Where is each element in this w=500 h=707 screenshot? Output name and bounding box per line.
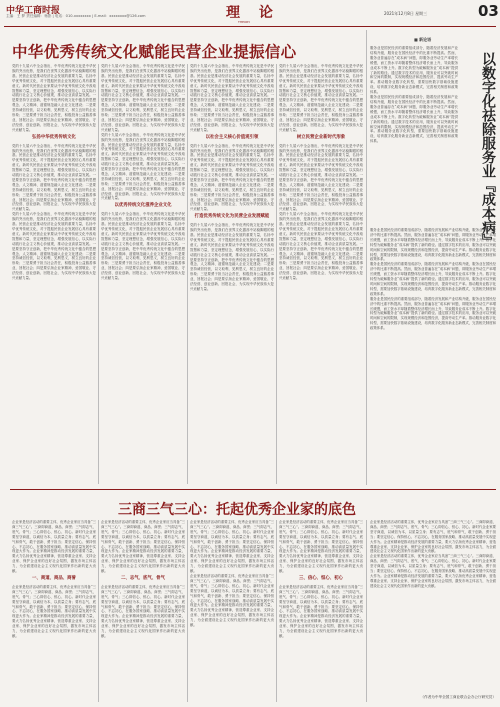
article1-body-4: 党的十九届六中全会指出，中华优秀传统文化是中华民族的突出优势，是我们在世界文化激荡中站稳脚跟的根基。民营企业是推动经济社会发展的重要力量，弘扬中华优秀传统文化，对于提振民营企业发展信心具有重要意义。新时代民营企业家要从中华优秀传统文化中汲取智慧和力量，坚定理想信念，增强发展信心，以实际行动践行社会主义核心价值观，推动企业高质量发展。一是要坚持守正创新，把中华优秀传统文化中蕴含的思想观念、人文精神、道德规范融入企业文化建设；二是要坚持诚信经营，以义取利，见利思义，树立良好的企业形象；三是要勇于担当社会责任，积极投身公益慈善事业，回报社会；四是要弘扬企业家精神，爱国敬业、守法经营、创业创新、回报社会，为实现中华民族伟大复兴贡献力量。: [279, 64, 363, 132]
article2-body-5b: 企业家是经济活动的重要主体，优秀企业家应当具备“三商三气三心”。三商即商道、商品、商誉；三气即志气、底气、骨气；三心即信心、恒心、初心。新时代企业家要坚守商道，以诚信为本，以质量立身；要有志气、底气和骨气，敢于创新、勇于担当；要坚定信心、保持恒心、不忘初心，在服务国家战略、推动高质量发展中实现更大作为。企业家精神是推动经济发展的重要力量，要大力弘扬优秀企业家精神，营造尊重企业家、支持企业家、保护企业家的良好社会氛围，激发市场主体活力，为全面建设社会主义现代化国家作出新的更大贡献。: [370, 554, 496, 588]
article1-body-3b: 党的十九届六中全会指出，中华优秀传统文化是中华民族的突出优势，是我们在世界文化激荡中站稳脚跟的根基。民营企业是推动经济社会发展的重要力量，弘扬中华优秀传统文化，对于提振民营企业发展信心具有重要意义。新时代民营企业家要从中华优秀传统文化中汲取智慧和力量，坚定理想信念，增强发展信心，以实际行动践行社会主义核心价值观，推动企业高质量发展。一是要坚持守正创新，把中华优秀传统文化中蕴含的思想观念、人文精神、道德规范融入企业文化建设；二是要坚持诚信经营，以义取利，见利思义，树立良好的企业形象；三是要勇于担当社会责任，积极投身公益慈善事业，回报社会；四是要弘扬企业家精神，爱国敬业、守法经营、创业创新、回报社会，为实现中华民族伟大复兴贡献力量。: [190, 143, 274, 212]
commentary-body-bottom: [370, 228, 496, 484]
article2-column-5: [370, 520, 496, 692]
article2-column-2: [101, 520, 185, 702]
article1-body-4c: 党的十九届六中全会指出，中华优秀传统文化是中华民族的突出优势，是我们在世界文化激荡中站稳脚跟的根基。民营企业是推动经济社会发展的重要力量，弘扬中华优秀传统文化，对于提振民营企业发展信心具有重要意义。新时代民营企业家要从中华优秀传统文化中汲取智慧和力量，坚定理想信念，增强发展信心，以实际行动践行社会主义核心价值观，推动企业高质量发展。一是要坚持守正创新，把中华优秀传统文化中蕴含的思想观念、人文精神、道德规范融入企业文化建设；二是要坚持诚信经营，以义取利，见利思义，树立良好的企业形象；三是要勇于担当社会责任，积极投身公益慈善事业，回报社会；四是要弘扬企业家精神，爱国敬业、守法经营、创业创新、回报社会，为实现中华民族伟大复兴贡献力量。: [279, 212, 363, 281]
column-divider: [187, 64, 188, 484]
article1-subhead-5: 树立民营企业新时代形象: [296, 134, 346, 140]
article2-body-4: 企业家是经济活动的重要主体，优秀企业家应当具备“三商三气三心”。三商即商道、商品、商誉；三气即志气、底气、骨气；三心即信心、恒心、初心。新时代企业家要坚守商道，以诚信为本，以质量立身；要有志气、底气和骨气，敢于创新、勇于担当；要坚定信心、保持恒心、不忘初心，在服务国家战略、推动高质量发展中实现更大作为。企业家精神是推动经济发展的重要力量，要大力弘扬优秀企业家精神，营造尊重企业家、支持企业家、保护企业家的良好社会氛围，激发市场主体活力，为全面建设社会主义现代化国家作出新的更大贡献。: [279, 520, 363, 574]
article2-body-3b: 企业家是经济活动的重要主体，优秀企业家应当具备“三商三气三心”。三商即商道、商品、商誉；三气即志气、底气、骨气；三心即信心、恒心、初心。新时代企业家要坚守商道，以诚信为本，以质量立身；要有志气、底气和骨气，敢于创新、勇于担当；要坚定信心、保持恒心、不忘初心，在服务国家战略、推动高质量发展中实现更大作为。企业家精神是推动经济发展的重要力量，要大力弘扬优秀企业家精神，营造尊重企业家、支持企业家、保护企业家的良好社会氛围，激发市场主体活力，为全面建设社会主义现代化国家作出新的更大贡献。: [190, 573, 274, 628]
commentary-body-2: 服务业是国民经济的重要组成部分，随着经济发展和产业结构升级，服务业在国民经济中的比重不断提高。然而，服务业普遍存在“成本病”问题，即服务业劳动生产率增长缓慢，而工资水平却随着整体经济增长而上升，导致服务业成本不断上升。数字化转型为破解服务业“成本病”提供了新的路径。通过数字技术的应用，服务业可以突破时间和空间的限制，实现规模经济和范围经济，提高劳动生产率。推动服务业数字化转型，需要加快数字基础设施建设，培育数字化服务新业态新模式，完善相关制度和政策体系。: [370, 228, 496, 262]
article1-column-2: [101, 64, 185, 484]
column-divider: [276, 64, 277, 484]
article1-body-1c: 党的十九届六中全会指出，中华优秀传统文化是中华民族的突出优势，是我们在世界文化激荡中站稳脚跟的根基。民营企业是推动经济社会发展的重要力量，弘扬中华优秀传统文化，对于提振民营企业发展信心具有重要意义。新时代民营企业家要从中华优秀传统文化中汲取智慧和力量，坚定理想信念，增强发展信心，以实际行动践行社会主义核心价值观，推动企业高质量发展。一是要坚持守正创新，把中华优秀传统文化中蕴含的思想观念、人文精神、道德规范融入企业文化建设；二是要坚持诚信经营，以义取利，见利思义，树立良好的企业形象；三是要勇于担当社会责任，积极投身公益慈善事业，回报社会；四是要弘扬企业家精神，爱国敬业、守法经营、创业创新、回报社会，为实现中华民族伟大复兴贡献力量。: [12, 212, 96, 281]
paper-meta: 主编：王 梦 责任编辑：杨影 | 电话：010-xxxxxxxx | E-mail：xxxxxxxx@126.com: [6, 14, 146, 18]
section-title: 理 论: [226, 5, 280, 21]
commentary-title: 以数字化祛除服务业『成本病』: [480, 52, 496, 248]
section-divider: [10, 489, 496, 490]
article1-column-3: [190, 64, 274, 484]
article2-subhead-1: 一、商道、商品、商誉: [32, 575, 76, 581]
article2-body-1b: 企业家是经济活动的重要主体，优秀企业家应当具备“三商三气三心”。三商即商道、商品、商誉；三气即志气、底气、骨气；三心即信心、恒心、初心。新时代企业家要坚守商道，以诚信为本，以质量立身；要有志气、底气和骨气，敢于创新、勇于担当；要坚定信心、保持恒心、不忘初心，在服务国家战略、推动高质量发展中实现更大作为。企业家精神是推动经济发展的重要力量，要大力弘扬优秀企业家精神，营造尊重企业家、支持企业家、保护企业家的良好社会氛围，激发市场主体活力，为全面建设社会主义现代化国家作出新的更大贡献。: [12, 584, 96, 638]
article1-body-3: 党的十九届六中全会指出，中华优秀传统文化是中华民族的突出优势，是我们在世界文化激荡中站稳脚跟的根基。民营企业是推动经济社会发展的重要力量，弘扬中华优秀传统文化，对于提振民营企业发展信心具有重要意义。新时代民营企业家要从中华优秀传统文化中汲取智慧和力量，坚定理想信念，增强发展信心，以实际行动践行社会主义核心价值观，推动企业高质量发展。一是要坚持守正创新，把中华优秀传统文化中蕴含的思想观念、人文精神、道德规范融入企业文化建设；二是要坚持诚信经营，以义取利，见利思义，树立良好的企业形象；三是要勇于担当社会责任，积极投身公益慈善事业，回报社会；四是要弘扬企业家精神，爱国敬业、守法经营、创业创新、回报社会，为实现中华民族伟大复兴贡献力量。: [190, 64, 274, 132]
article1-body-3c: 党的十九届六中全会指出，中华优秀传统文化是中华民族的突出优势，是我们在世界文化激荡中站稳脚跟的根基。民营企业是推动经济社会发展的重要力量，弘扬中华优秀传统文化，对于提振民营企业发展信心具有重要意义。新时代民营企业家要从中华优秀传统文化中汲取智慧和力量，坚定理想信念，增强发展信心，以实际行动践行社会主义核心价值观，推动企业高质量发展。一是要坚持守正创新，把中华优秀传统文化中蕴含的思想观念、人文精神、道德规范融入企业文化建设；二是要坚持诚信经营，以义取利，见利思义，树立良好的企业形象；三是要勇于担当社会责任，积极投身公益慈善事业，回报社会；四是要弘扬企业家精神，爱国敬业、守法经营、创业创新、回报社会，为实现中华民族伟大复兴贡献力量。: [190, 223, 274, 291]
article2-body-4b: 企业家是经济活动的重要主体，优秀企业家应当具备“三商三气三心”。三商即商道、商品、商誉；三气即志气、底气、骨气；三心即信心、恒心、初心。新时代企业家要坚守商道，以诚信为本，以质量立身；要有志气、底气和骨气，敢于创新、勇于担当；要坚定信心、保持恒心、不忘初心，在服务国家战略、推动高质量发展中实现更大作为。企业家精神是推动经济发展的重要力量，要大力弘扬优秀企业家精神，营造尊重企业家、支持企业家、保护企业家的良好社会氛围，激发市场主体活力，为全面建设社会主义现代化国家作出新的更大贡献。: [279, 584, 363, 638]
article2-byline: （作者为中华全国工商业联合会办公厅研究员）: [420, 695, 496, 699]
article2-body-2: 企业家是经济活动的重要主体，优秀企业家应当具备“三商三气三心”。三商即商道、商品、商誉；三气即志气、底气、骨气；三心即信心、恒心、初心。新时代企业家要坚守商道，以诚信为本，以质量立身；要有志气、底气和骨气，敢于创新、勇于担当；要坚定信心、保持恒心、不忘初心，在服务国家战略、推动高质量发展中实现更大作为。企业家精神是推动经济发展的重要力量，要大力弘扬优秀企业家精神，营造尊重企业家、支持企业家、保护企业家的良好社会氛围，激发市场主体活力，为全面建设社会主义现代化国家作出新的更大贡献。: [101, 520, 185, 574]
commentary-body-1b: 服务业是国民经济的重要组成部分，随着经济发展和产业结构升级，服务业在国民经济中的比重不断提高。然而，服务业普遍存在“成本病”问题，即服务业劳动生产率增长缓慢，而工资水平却随着整体经济增长而上升，导致服务业成本不断上升。数字化转型为破解服务业“成本病”提供了新的路径。通过数字技术的应用，服务业可以突破时间和空间的限制，实现规模经济和范围经济，提高劳动生产率。推动服务业数字化转型，需要加快数字基础设施建设，培育数字化服务新业态新模式，完善相关制度和政策体系。: [370, 95, 458, 144]
article2-body-5: 企业家是经济活动的重要主体，优秀企业家应当具备“三商三气三心”。三商即商道、商品、商誉；三气即志气、底气、骨气；三心即信心、恒心、初心。新时代企业家要坚守商道，以诚信为本，以质量立身；要有志气、底气和骨气，敢于创新、勇于担当；要坚定信心、保持恒心、不忘初心，在服务国家战略、推动高质量发展中实现更大作为。企业家精神是推动经济发展的重要力量，要大力弘扬优秀企业家精神，营造尊重企业家、支持企业家、保护企业家的良好社会氛围，激发市场主体活力，为全面建设社会主义现代化国家作出新的更大贡献。: [370, 520, 496, 554]
article2-subhead-2: 二、志气、底气、骨气: [121, 575, 165, 581]
commentary-body-1: 服务业是国民经济的重要组成部分，随着经济发展和产业结构升级，服务业在国民经济中的比重不断提高。然而，服务业普遍存在“成本病”问题，即服务业劳动生产率增长缓慢，而工资水平却随着整体经济增长而上升，导致服务业成本不断上升。数字化转型为破解服务业“成本病”提供了新的路径。通过数字技术的应用，服务业可以突破时间和空间的限制，实现规模经济和范围经济，提高劳动生产率。推动服务业数字化转型，需要加快数字基础设施建设，培育数字化服务新业态新模式，完善相关制度和政策体系。: [370, 46, 458, 95]
article2-column-4: [279, 520, 363, 702]
article2-body-1: 企业家是经济活动的重要主体，优秀企业家应当具备“三商三气三心”。三商即商道、商品、商誉；三气即志气、底气、骨气；三心即信心、恒心、初心。新时代企业家要坚守商道，以诚信为本，以质量立身；要有志气、底气和骨气，敢于创新、勇于担当；要坚定信心、保持恒心、不忘初心，在服务国家战略、推动高质量发展中实现更大作为。企业家精神是推动经济发展的重要力量，要大力弘扬优秀企业家精神，营造尊重企业家、支持企业家、保护企业家的良好社会氛围，激发市场主体活力，为全面建设社会主义现代化国家作出新的更大贡献。: [12, 520, 96, 574]
article1-column-1: [12, 64, 96, 484]
article1-body-1: 党的十九届六中全会指出，中华优秀传统文化是中华民族的突出优势，是我们在世界文化激荡中站稳脚跟的根基。民营企业是推动经济社会发展的重要力量，弘扬中华优秀传统文化，对于提振民营企业发展信心具有重要意义。新时代民营企业家要从中华优秀传统文化中汲取智慧和力量，坚定理想信念，增强发展信心，以实际行动践行社会主义核心价值观，推动企业高质量发展。一是要坚持守正创新，把中华优秀传统文化中蕴含的思想观念、人文精神、道德规范融入企业文化建设；二是要坚持诚信经营，以义取利，见利思义，树立良好的企业形象；三是要勇于担当社会责任，积极投身公益慈善事业，回报社会；四是要弘扬企业家精神，爱国敬业、守法经营、创业创新、回报社会，为实现中华民族伟大复兴贡献力量。: [12, 64, 96, 132]
commentary-body-2b: 服务业是国民经济的重要组成部分，随着经济发展和产业结构升级，服务业在国民经济中的比重不断提高。然而，服务业普遍存在“成本病”问题，即服务业劳动生产率增长缓慢，而工资水平却随着整体经济增长而上升，导致服务业成本不断上升。数字化转型为破解服务业“成本病”提供了新的路径。通过数字技术的应用，服务业可以突破时间和空间的限制，实现规模经济和范围经济，提高劳动生产率。推动服务业数字化转型，需要加快数字基础设施建设，培育数字化服务新业态新模式，完善相关制度和政策体系。: [370, 262, 496, 296]
article2-headline: 三商三气三心：托起优秀企业家的底色: [118, 502, 356, 518]
column-divider: [98, 520, 99, 702]
article1-body-2c: 党的十九届六中全会指出，中华优秀传统文化是中华民族的突出优势，是我们在世界文化激荡中站稳脚跟的根基。民营企业是推动经济社会发展的重要力量，弘扬中华优秀传统文化，对于提振民营企业发展信心具有重要意义。新时代民营企业家要从中华优秀传统文化中汲取智慧和力量，坚定理想信念，增强发展信心，以实际行动践行社会主义核心价值观，推动企业高质量发展。一是要坚持守正创新，把中华优秀传统文化中蕴含的思想观念、人文精神、道德规范融入企业文化建设；二是要坚持诚信经营，以义取利，见利思义，树立良好的企业形象；三是要勇于担当社会责任，积极投身公益慈善事业，回报社会；四是要弘扬企业家精神，爱国敬业、守法经营、创业创新、回报社会，为实现中华民族伟大复兴贡献力量。: [101, 212, 185, 281]
paper-name: 中华工商时报: [6, 6, 61, 16]
article1-body-2: 党的十九届六中全会指出，中华优秀传统文化是中华民族的突出优势，是我们在世界文化激荡中站稳脚跟的根基。民营企业是推动经济社会发展的重要力量，弘扬中华优秀传统文化，对于提振民营企业发展信心具有重要意义。新时代民营企业家要从中华优秀传统文化中汲取智慧和力量，坚定理想信念，增强发展信心，以实际行动践行社会主义核心价值观，推动企业高质量发展。一是要坚持守正创新，把中华优秀传统文化中蕴含的思想观念、人文精神、道德规范融入企业文化建设；二是要坚持诚信经营，以义取利，见利思义，树立良好的企业形象；三是要勇于担当社会责任，积极投身公益慈善事业，回报社会；四是要弘扬企业家精神，爱国敬业、守法经营、创业创新、回报社会，为实现中华民族伟大复兴贡献力量。: [101, 64, 185, 132]
article2-subhead-3: 三、信心、恒心、初心: [299, 575, 343, 581]
column-divider: [98, 64, 99, 484]
column-divider: [276, 520, 277, 702]
masthead: [4, 2, 499, 27]
commentary-label: ■ 新论语: [414, 37, 432, 42]
article1-subhead-3: 以社会主义核心价值观引领: [205, 134, 259, 140]
article2-column-1: [12, 520, 96, 702]
article1-body-4b: 党的十九届六中全会指出，中华优秀传统文化是中华民族的突出优势，是我们在世界文化激荡中站稳脚跟的根基。民营企业是推动经济社会发展的重要力量，弘扬中华优秀传统文化，对于提振民营企业发展信心具有重要意义。新时代民营企业家要从中华优秀传统文化中汲取智慧和力量，坚定理想信念，增强发展信心，以实际行动践行社会主义核心价值观，推动企业高质量发展。一是要坚持守正创新，把中华优秀传统文化中蕴含的思想观念、人文精神、道德规范融入企业文化建设；二是要坚持诚信经营，以义取利，见利思义，树立良好的企业形象；三是要勇于担当社会责任，积极投身公益慈善事业，回报社会；四是要弘扬企业家精神，爱国敬业、守法经营、创业创新、回报社会，为实现中华民族伟大复兴贡献力量。: [279, 143, 363, 212]
issue-date: 2021年12月8日 星期三: [384, 11, 428, 16]
section-subtitle: THEORY: [238, 20, 251, 24]
article1-headline: 中华优秀传统文化赋能民营企业提振信心: [12, 42, 297, 61]
article1-subhead-4: 打造优秀传统文化为民营企业发展赋能: [194, 214, 270, 220]
article1-subhead-1: 弘扬中华优秀传统文化: [32, 134, 76, 140]
article1-body-1b: 党的十九届六中全会指出，中华优秀传统文化是中华民族的突出优势，是我们在世界文化激荡中站稳脚跟的根基。民营企业是推动经济社会发展的重要力量，弘扬中华优秀传统文化，对于提振民营企业发展信心具有重要意义。新时代民营企业家要从中华优秀传统文化中汲取智慧和力量，坚定理想信念，增强发展信心，以实际行动践行社会主义核心价值观，推动企业高质量发展。一是要坚持守正创新，把中华优秀传统文化中蕴含的思想观念、人文精神、道德规范融入企业文化建设；二是要坚持诚信经营，以义取利，见利思义，树立良好的企业形象；三是要勇于担当社会责任，积极投身公益慈善事业，回报社会；四是要弘扬企业家精神，爱国敬业、守法经营、创业创新、回报社会，为实现中华民族伟大复兴贡献力量。: [12, 143, 96, 212]
column-divider: [366, 30, 367, 485]
article2-column-3: [190, 520, 274, 702]
column-divider: [366, 520, 367, 702]
article1-subhead-2: 以优秀传统文化滋养企业文化: [114, 203, 172, 209]
column-divider: [187, 520, 188, 702]
commentary-body-2c: 服务业是国民经济的重要组成部分，随着经济发展和产业结构升级，服务业在国民经济中的比重不断提高。然而，服务业普遍存在“成本病”问题，即服务业劳动生产率增长缓慢，而工资水平却随着整体经济增长而上升，导致服务业成本不断上升。数字化转型为破解服务业“成本病”提供了新的路径。通过数字技术的应用，服务业可以突破时间和空间的限制，实现规模经济和范围经济，提高劳动生产率。推动服务业数字化转型，需要加快数字基础设施建设，培育数字化服务新业态新模式，完善相关制度和政策体系。: [370, 296, 496, 331]
commentary-body-top: [370, 46, 458, 226]
article2-body-3: 企业家是经济活动的重要主体，优秀企业家应当具备“三商三气三心”。三商即商道、商品、商誉；三气即志气、底气、骨气；三心即信心、恒心、初心。新时代企业家要坚守商道，以诚信为本，以质量立身；要有志气、底气和骨气，敢于创新、勇于担当；要坚定信心、保持恒心、不忘初心，在服务国家战略、推动高质量发展中实现更大作为。企业家精神是推动经济发展的重要力量，要大力弘扬优秀企业家精神，营造尊重企业家、支持企业家、保护企业家的良好社会氛围，激发市场主体活力，为全面建设社会主义现代化国家作出新的更大贡献。: [190, 520, 274, 574]
article1-body-2b: 党的十九届六中全会指出，中华优秀传统文化是中华民族的突出优势，是我们在世界文化激荡中站稳脚跟的根基。民营企业是推动经济社会发展的重要力量，弘扬中华优秀传统文化，对于提振民营企业发展信心具有重要意义。新时代民营企业家要从中华优秀传统文化中汲取智慧和力量，坚定理想信念，增强发展信心，以实际行动践行社会主义核心价值观，推动企业高质量发展。一是要坚持守正创新，把中华优秀传统文化中蕴含的思想观念、人文精神、道德规范融入企业文化建设；二是要坚持诚信经营，以义取利，见利思义，树立良好的企业形象；三是要勇于担当社会责任，积极投身公益慈善事业，回报社会；四是要弘扬企业家精神，爱国敬业、守法经营、创业创新、回报社会，为实现中华民族伟大复兴贡献力量。: [101, 132, 185, 201]
article2-body-2b: 企业家是经济活动的重要主体，优秀企业家应当具备“三商三气三心”。三商即商道、商品、商誉；三气即志气、底气、骨气；三心即信心、恒心、初心。新时代企业家要坚守商道，以诚信为本，以质量立身；要有志气、底气和骨气，敢于创新、勇于担当；要坚定信心、保持恒心、不忘初心，在服务国家战略、推动高质量发展中实现更大作为。企业家精神是推动经济发展的重要力量，要大力弘扬优秀企业家精神，营造尊重企业家、支持企业家、保护企业家的良好社会氛围，激发市场主体活力，为全面建设社会主义现代化国家作出新的更大贡献。: [101, 584, 185, 638]
page-number: 03: [478, 2, 499, 20]
article1-column-4: [279, 64, 363, 484]
